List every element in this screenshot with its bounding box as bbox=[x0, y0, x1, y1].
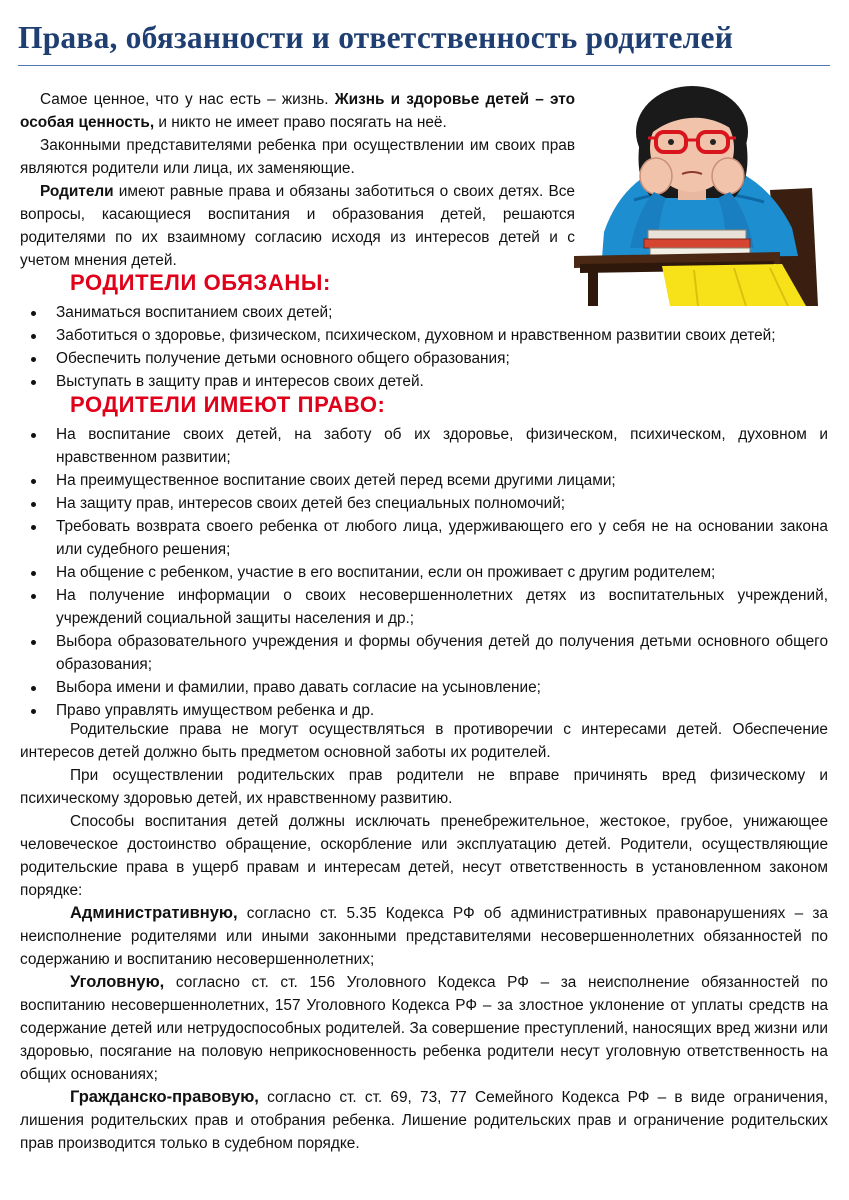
page-title: Права, обязанности и ответственность родителей bbox=[18, 20, 734, 55]
rights-list bbox=[20, 423, 828, 722]
bullet-icon bbox=[31, 502, 36, 507]
bullet-icon bbox=[31, 709, 36, 714]
body-paragraph-2: При осуществлении родительских прав родители не вправе причинять вред физическому и психическому здоровью детей, их нравственному развитию. bbox=[20, 767, 828, 807]
right-item-text: На защиту прав, интересов своих детей без специальных полномочий; bbox=[56, 495, 566, 512]
duty-item-text: Выступать в защиту прав и интересов своих детей. bbox=[56, 373, 424, 390]
intro-paragraph-1 bbox=[20, 88, 575, 134]
child-at-desk-illustration bbox=[574, 80, 826, 306]
bullet-icon bbox=[31, 479, 36, 484]
administrative-liability bbox=[20, 902, 828, 971]
criminal-liability bbox=[20, 971, 828, 1086]
intro-p1-bold: Жизнь и здоровье детей – это особая ценность, bbox=[20, 91, 575, 131]
right-item bbox=[20, 469, 828, 492]
right-item bbox=[20, 561, 828, 584]
duty-item bbox=[20, 324, 826, 347]
right-item-text: Право управлять имуществом ребенка и др. bbox=[56, 702, 375, 719]
duty-item bbox=[20, 347, 826, 370]
intro-p3-end: имеют равные права и обязаны заботиться о своих детях. Все вопросы, касающиеся воспитания и образования детей, решаются родителями по их взаимному согласию исходя из интересов детей и с учетом мнения детей. bbox=[20, 183, 575, 269]
intro-section bbox=[20, 88, 575, 272]
body-paragraph-1: Родительские права не могут осуществляться в противоречии с интересами детей. Обеспечение интересов детей должно быть предметом основной заботы их родителей. bbox=[20, 721, 828, 761]
duty-item-text: Заниматься воспитанием своих детей; bbox=[56, 304, 333, 321]
bullet-icon bbox=[31, 334, 36, 339]
administrative-liability-text: согласно ст. 5.35 Кодекса РФ об административных правонарушениях – за неисполнение родителями или иными законными представителями несовершеннолетних обязанностей по содержанию и воспитанию несовершеннолетних; bbox=[20, 905, 828, 968]
right-item-text: На получение информации о своих несовершеннолетних детях из воспитательных учреждений, учреждений социальной защиты населения и др.; bbox=[56, 587, 828, 627]
right-item bbox=[20, 515, 828, 561]
intro-paragraph-2: Законными представителями ребенка при осуществлении им своих прав являются родители или лица, их заменяющие. bbox=[20, 137, 575, 177]
bullet-icon bbox=[31, 311, 36, 316]
right-item-text: Выбора имени и фамилии, право давать согласие на усыновление; bbox=[56, 679, 541, 696]
right-item bbox=[20, 492, 828, 515]
right-item-text: На общение с ребенком, участие в его воспитании, если он проживает с другим родителем; bbox=[56, 564, 716, 581]
administrative-liability-label: Административную, bbox=[70, 904, 238, 922]
right-item bbox=[20, 630, 828, 676]
criminal-liability-label: Уголовную, bbox=[70, 973, 165, 991]
bullet-icon bbox=[31, 640, 36, 645]
bullet-icon bbox=[31, 380, 36, 385]
duty-item-text: Обеспечить получение детьми основного общего образования; bbox=[56, 350, 510, 367]
right-item bbox=[20, 676, 828, 699]
duty-item-text: Заботиться о здоровье, физическом, психическом, духовном и нравственном развитии своих детей; bbox=[56, 327, 776, 344]
bullet-icon bbox=[31, 357, 36, 362]
civil-liability-label: Гражданско-правовую, bbox=[70, 1088, 259, 1106]
title-divider bbox=[18, 65, 830, 66]
bullet-icon bbox=[31, 571, 36, 576]
bullet-icon bbox=[31, 525, 36, 530]
right-item-text: На воспитание своих детей, на заботу об их здоровье, физическом, психическом, духовном и нравственном развитии; bbox=[56, 426, 828, 466]
civil-liability-text: согласно ст. ст. 69, 73, 77 Семейного Кодекса РФ – в виде ограничения, лишения родительских прав и отобрания ребенка. Лишение родительских прав и ограничение родительских прав производится только в судебном порядке. bbox=[20, 1089, 828, 1152]
intro-p3-bold: Родители bbox=[40, 183, 114, 200]
responsibility-section bbox=[20, 718, 828, 1155]
rights-heading: РОДИТЕЛИ ИМЕЮТ ПРАВО: bbox=[70, 392, 386, 417]
right-item-text: Требовать возврата своего ребенка от любого лица, удерживающего его у себя не на основании закона или судебного решения; bbox=[56, 518, 828, 558]
right-item-text: Выбора образовательного учреждения и формы обучения детей до получения детьми основного общего образования; bbox=[56, 633, 828, 673]
body-paragraph-3: Способы воспитания детей должны исключать пренебрежительное, жестокое, грубое, унижающее человеческое достоинство обращение, оскорбление или эксплуатацию детей. Родители, осуществляющие родительские права в ущерб правам и интересам детей, несут ответственность в установленном законом порядке: bbox=[20, 813, 828, 899]
bullet-icon bbox=[31, 433, 36, 438]
intro-paragraph-3 bbox=[20, 180, 575, 272]
civil-liability bbox=[20, 1086, 828, 1155]
duty-item bbox=[20, 370, 826, 393]
intro-p1-start: Самое ценное, что у нас есть – жизнь. bbox=[40, 91, 335, 108]
duties-heading: РОДИТЕЛИ ОБЯЗАНЫ: bbox=[70, 270, 331, 295]
right-item-text: На преимущественное воспитание своих детей перед всеми другими лицами; bbox=[56, 472, 616, 489]
bullet-icon bbox=[31, 594, 36, 599]
duty-item bbox=[20, 301, 826, 324]
criminal-liability-text: согласно ст. ст. 156 Уголовного Кодекса РФ – за неисполнение обязанностей по воспитанию несовершеннолетних, 157 Уголовного Кодекса РФ – за злостное уклонение от уплаты средств на содержание детей или нетрудоспособных родителей. За совершение преступлений, наносящих вред жизни или здоровью, посягание на половую неприкосновенность ребенка родители несут уголовную ответственность на общих основаниях; bbox=[20, 974, 828, 1083]
intro-p1-end: и никто не имеет право посягать на неё. bbox=[154, 114, 447, 131]
right-item bbox=[20, 423, 828, 469]
bullet-icon bbox=[31, 686, 36, 691]
duties-list bbox=[20, 301, 826, 393]
right-item bbox=[20, 584, 828, 630]
